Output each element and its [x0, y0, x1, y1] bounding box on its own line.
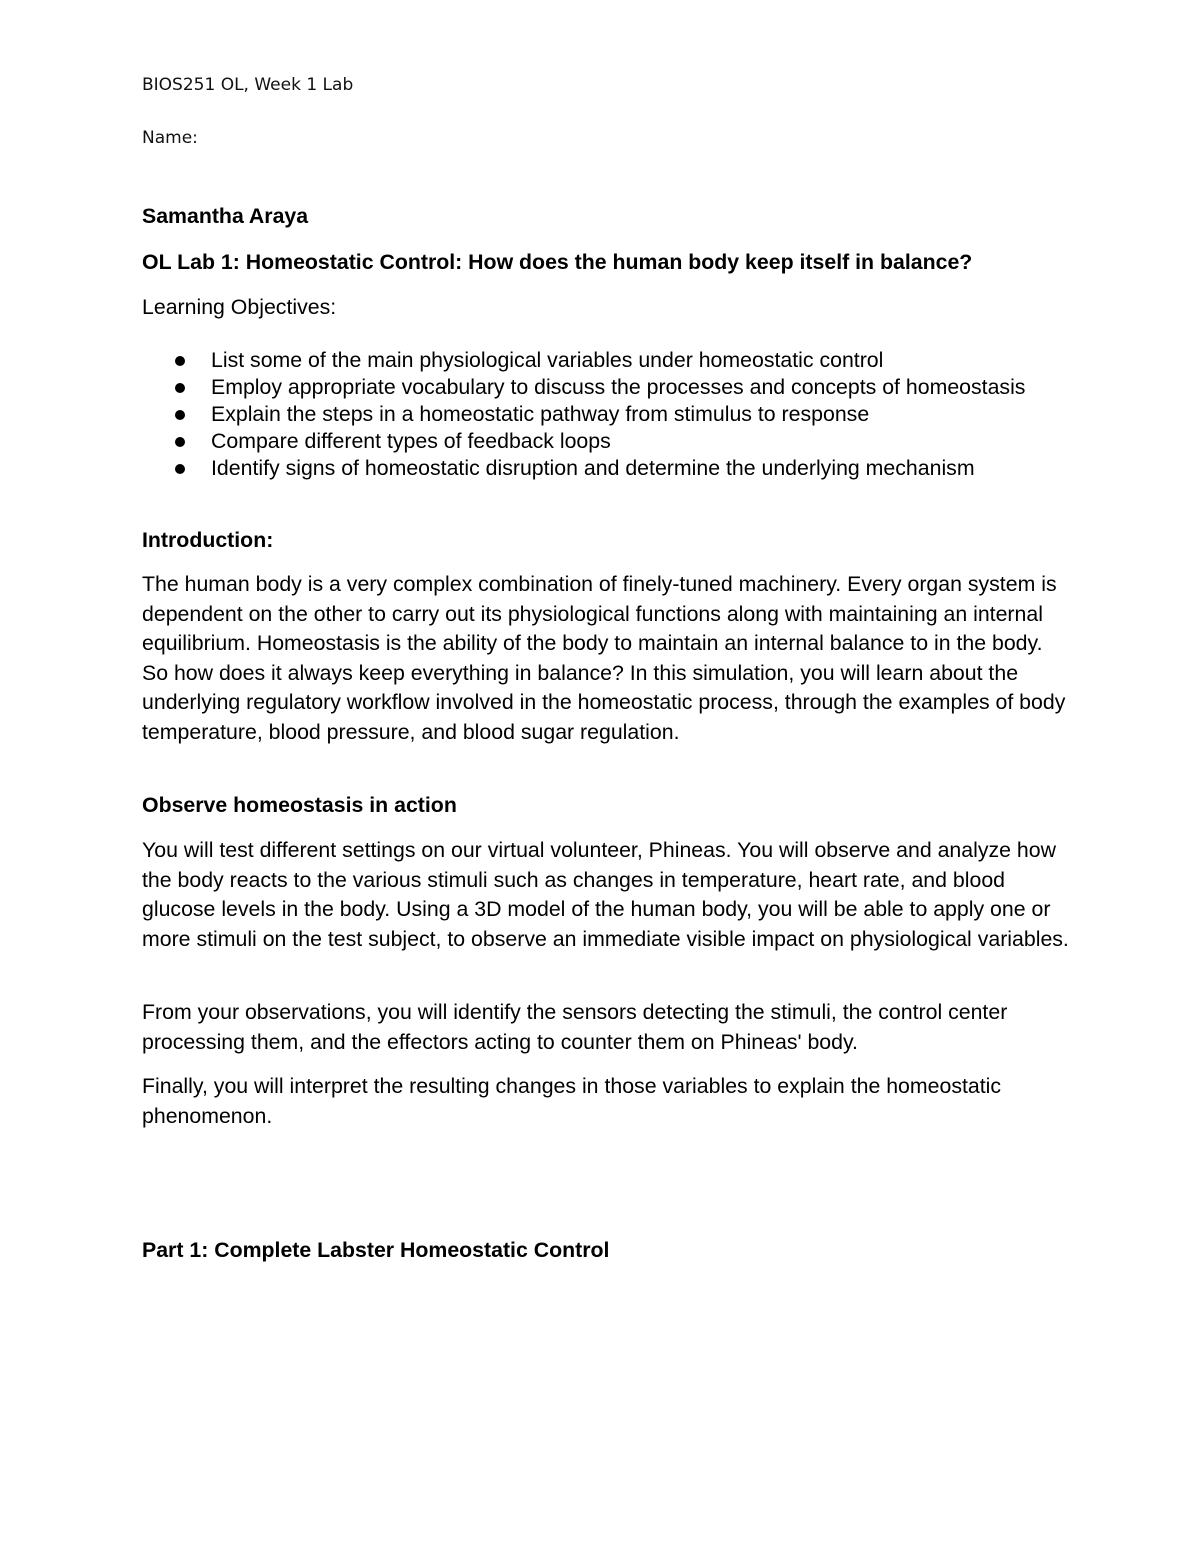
learning-objectives-label: Learning Objectives: [142, 295, 337, 319]
list-item [142, 347, 1072, 374]
list-item [142, 428, 1072, 455]
objective-text: Explain the steps in a homeostatic pathway from stimulus to response [211, 402, 870, 426]
learning-objectives-list [142, 347, 1072, 482]
observe-paragraph-1: You will test different settings on our virtual volunteer, Phineas. You will observe and analyze how the body reacts to the various stimuli such as changes in temperature, heart rate, and blood glucose levels in the body. Using a 3D model of the human body, you will be able to apply one or more stimuli on the test subject, to observe an immediate visible impact on physiological variables. [142, 838, 1069, 951]
bullet-icon [175, 410, 185, 420]
observe-heading: Observe homeostasis in action [142, 793, 457, 817]
name-label: Name: [142, 128, 198, 148]
part1-heading: Part 1: Complete Labster Homeostatic Control [142, 1238, 610, 1262]
bullet-icon [175, 464, 185, 474]
objective-text: List some of the main physiological variables under homeostatic control [211, 348, 884, 372]
list-item [142, 455, 1072, 482]
bullet-icon [175, 437, 185, 447]
course-header: BIOS251 OL, Week 1 Lab [142, 75, 354, 95]
observe-paragraph-2: From your observations, you will identify the sensors detecting the stimuli, the control center processing them, and the effectors acting to counter them on Phineas' body. [142, 1000, 1008, 1054]
observe-paragraph-3: Finally, you will interpret the resulting changes in those variables to explain the homeostatic phenomenon. [142, 1074, 1002, 1128]
student-name: Samantha Araya [142, 204, 309, 228]
list-item [142, 401, 1072, 428]
bullet-icon [175, 383, 185, 393]
objective-text: Compare different types of feedback loops [211, 429, 611, 453]
introduction-heading: Introduction: [142, 528, 274, 552]
bullet-icon [175, 356, 185, 366]
objective-text: Employ appropriate vocabulary to discuss the processes and concepts of homeostasis [211, 375, 1026, 399]
introduction-paragraph: The human body is a very complex combination of finely-tuned machinery. Every organ system is dependent on the other to carry out its physiological functions along with maintaining an internal equilibrium. Homeostasis is the ability of the body to maintain an internal balance to in the body. So how does it always keep everything in balance? In this simulation, you will learn about the underlying regulatory workflow involved in the homeostatic process, through the examples of body temperature, blood pressure, and blood sugar regulation. [142, 572, 1066, 744]
lab-title: OL Lab 1: Homeostatic Control: How does the human body keep itself in balance? [142, 250, 973, 274]
objective-text: Identify signs of homeostatic disruption and determine the underlying mechanism [211, 456, 975, 480]
list-item [142, 374, 1072, 401]
